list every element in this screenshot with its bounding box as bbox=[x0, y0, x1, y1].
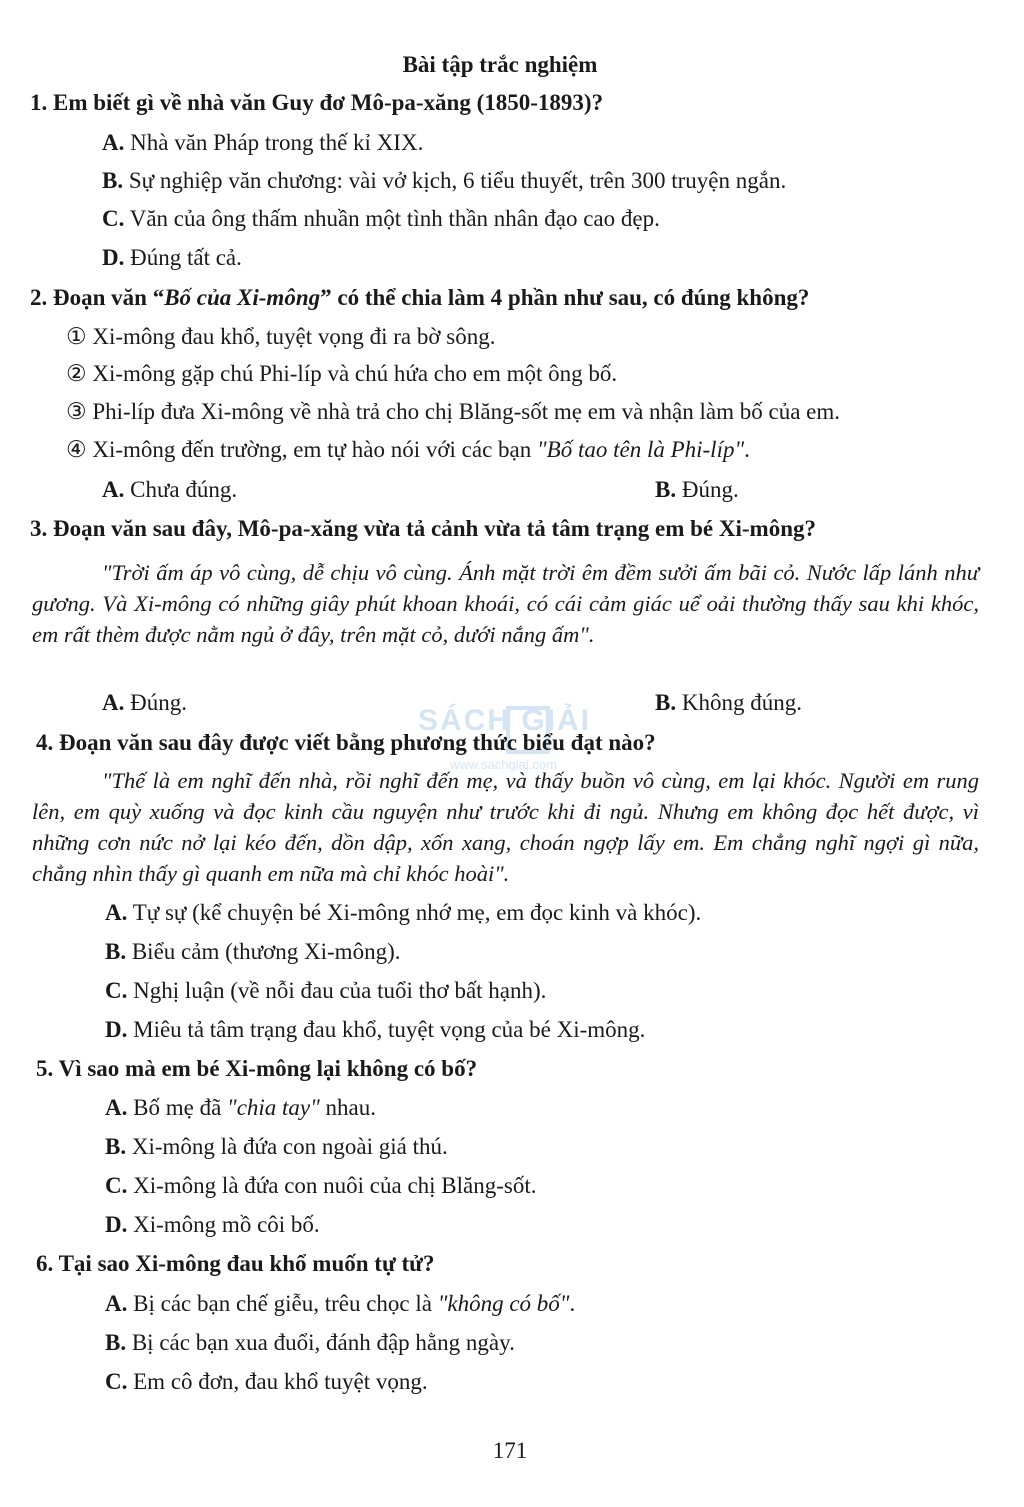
option-label: A. bbox=[102, 130, 125, 155]
q4-option-b bbox=[105, 937, 400, 967]
option-label: B. bbox=[105, 1330, 127, 1355]
option-label: C. bbox=[105, 1173, 128, 1198]
option-text: Đúng. bbox=[130, 690, 187, 715]
option-text-end: . bbox=[569, 1291, 576, 1316]
option-text-start: Bị các bạn chế giễu, trêu chọc là bbox=[133, 1291, 438, 1316]
option-text: Văn của ông thấm nhuần một tình thần nhân đạo cao đẹp. bbox=[129, 206, 660, 231]
option-text-end: nhau. bbox=[319, 1095, 377, 1120]
option-label: B. bbox=[655, 477, 677, 502]
q4-option-a bbox=[105, 898, 701, 928]
option-label: B. bbox=[105, 939, 127, 964]
option-label: C. bbox=[105, 1369, 128, 1394]
option-label: D. bbox=[102, 245, 125, 270]
q4-passage-text: "Thế là em nghĩ đến nhà, rồi nghĩ đến mẹ, và thấy buồn vô cùng, em lại khóc. Người em rung lên, em quỳ xuống và đọc kinh cầu nguyện như trước khi đi ngủ. Nhưng em không đọc hết được, vì những cơn nức nở lại kéo đến, dồn dập, xốn xang, choán ngợp lấy em. Em chẳng nghĩ ngợi gì nữa, chẳng nhìn thấy gì quanh em nữa mà chỉ khóc hoài". bbox=[32, 768, 979, 886]
q2-part-2: ② Xi-mông gặp chú Phi-líp và chú hứa cho em một ông bố. bbox=[66, 361, 618, 386]
option-label: B. bbox=[655, 690, 677, 715]
question-2 bbox=[30, 283, 809, 313]
option-text: Đúng tất cả. bbox=[130, 245, 242, 270]
q2-part-3: ③ Phi-líp đưa Xi-mông về nhà trả cho chị Blăng-sốt mẹ em và nhận làm bố của em. bbox=[66, 399, 841, 424]
option-text: Nghị luận (về nỗi đau của tuổi thơ bất hạnh). bbox=[133, 978, 547, 1003]
option-text: Nhà văn Pháp trong thế kỉ XIX. bbox=[130, 130, 424, 155]
page-title: Bài tập trắc nghiệm bbox=[402, 52, 598, 77]
option-label: C. bbox=[105, 978, 128, 1003]
q1-option-a bbox=[102, 128, 423, 158]
option-label: D. bbox=[105, 1017, 128, 1042]
q4-passage bbox=[32, 765, 979, 889]
option-quote: "không có bố" bbox=[437, 1291, 570, 1316]
q3-option-a bbox=[102, 688, 187, 718]
q5-option-c bbox=[105, 1171, 537, 1201]
option-text: Em cô đơn, đau khổ tuyệt vọng. bbox=[133, 1369, 428, 1394]
q2-prompt-end: ” có thể chia làm 4 phần như sau, có đúng không? bbox=[320, 285, 810, 310]
q2-part-1: ① Xi-mông đau khổ, tuyệt vọng đi ra bờ sông. bbox=[66, 324, 496, 349]
q5-option-a bbox=[105, 1093, 376, 1123]
q6-option-a bbox=[105, 1289, 575, 1319]
option-text: Miêu tả tâm trạng đau khổ, tuyệt vọng của bé Xi-mông. bbox=[133, 1017, 646, 1042]
q1-option-b bbox=[102, 166, 786, 196]
option-text: Sự nghiệp văn chương: vài vở kịch, 6 tiểu thuyết, trên 300 truyện ngắn. bbox=[128, 168, 787, 193]
q2-prompt-start: 2. Đoạn văn “ bbox=[30, 285, 165, 310]
option-text: Bị các bạn xua đuổi, đánh đập hằng ngày. bbox=[131, 1330, 515, 1355]
q4-option-c bbox=[105, 976, 546, 1006]
q2-part-4 bbox=[66, 435, 750, 465]
watermark-brand: SÁCH GIẢI bbox=[418, 704, 592, 737]
part4-quote: "Bố tao tên là Phi-líp" bbox=[537, 437, 745, 462]
q2-prompt-italic: Bố của Xi-mông bbox=[164, 285, 321, 310]
question-4: 4. Đoạn văn sau đây được viết bằng phương thức biểu đạt nào? bbox=[36, 730, 656, 755]
option-text: Đúng. bbox=[681, 477, 739, 502]
q2-option-b bbox=[655, 475, 739, 505]
question-3: 3. Đoạn văn sau đây, Mô-pa-xăng vừa tả cảnh vừa tả tâm trạng em bé Xi-mông? bbox=[30, 516, 816, 541]
q6-option-b bbox=[105, 1328, 515, 1358]
option-text: Chưa đúng. bbox=[130, 477, 238, 502]
option-label: A. bbox=[105, 1095, 128, 1120]
question-5: 5. Vì sao mà em bé Xi-mông lại không có bố? bbox=[36, 1056, 478, 1081]
part4-start: ④ Xi-mông đến trường, em tự hào nói với các bạn bbox=[66, 437, 537, 462]
option-label: A. bbox=[105, 1291, 128, 1316]
q4-option-d bbox=[105, 1015, 645, 1045]
q1-option-c bbox=[102, 204, 660, 234]
q3-option-b bbox=[655, 688, 802, 718]
option-label: B. bbox=[105, 1134, 127, 1159]
option-label: A. bbox=[102, 477, 125, 502]
question-1: 1. Em biết gì về nhà văn Guy đơ Mô-pa-xăng (1850-1893)? bbox=[30, 90, 604, 115]
q3-passage bbox=[32, 557, 979, 650]
option-text: Tự sự (kể chuyện bé Xi-mông nhớ mẹ, em đọc kinh và khóc). bbox=[132, 900, 702, 925]
page-number: 171 bbox=[492, 1438, 528, 1463]
option-label: C. bbox=[102, 206, 125, 231]
option-text: Biểu cảm (thương Xi-mông). bbox=[131, 939, 401, 964]
q2-option-a bbox=[102, 475, 237, 505]
watermark-url: www.sachgiai.com bbox=[450, 757, 557, 772]
q3-passage-text: "Trời ấm áp vô cùng, dễ chịu vô cùng. Ánh mặt trời êm đềm sưởi ấm bãi cỏ. Nước lấp lánh như gương. Và Xi-mông có những giây phút khoan khoái, có cái cảm giác uể oải thường thấy sau khi khóc, em rất thèm được nằm ngủ ở đây, trên mặt cỏ, dưới nắng ấm". bbox=[32, 560, 979, 647]
option-text: Xi-mông là đứa con ngoài giá thú. bbox=[131, 1134, 448, 1159]
option-text: Không đúng. bbox=[681, 690, 802, 715]
option-quote: "chia tay" bbox=[227, 1095, 320, 1120]
option-text: Xi-mông mồ côi bố. bbox=[133, 1212, 320, 1237]
option-label: D. bbox=[105, 1212, 128, 1237]
option-label: B. bbox=[102, 168, 124, 193]
q1-option-d bbox=[102, 243, 242, 273]
option-label: A. bbox=[102, 690, 125, 715]
option-label: A. bbox=[105, 900, 128, 925]
part4-end: . bbox=[744, 437, 750, 462]
option-text-start: Bố mẹ đã bbox=[133, 1095, 228, 1120]
q6-option-c bbox=[105, 1367, 428, 1397]
q5-option-b bbox=[105, 1132, 448, 1162]
question-6: 6. Tại sao Xi-mông đau khổ muốn tự tử? bbox=[36, 1251, 435, 1276]
option-text: Xi-mông là đứa con nuôi của chị Blăng-sốt. bbox=[133, 1173, 537, 1198]
q5-option-d bbox=[105, 1210, 320, 1240]
